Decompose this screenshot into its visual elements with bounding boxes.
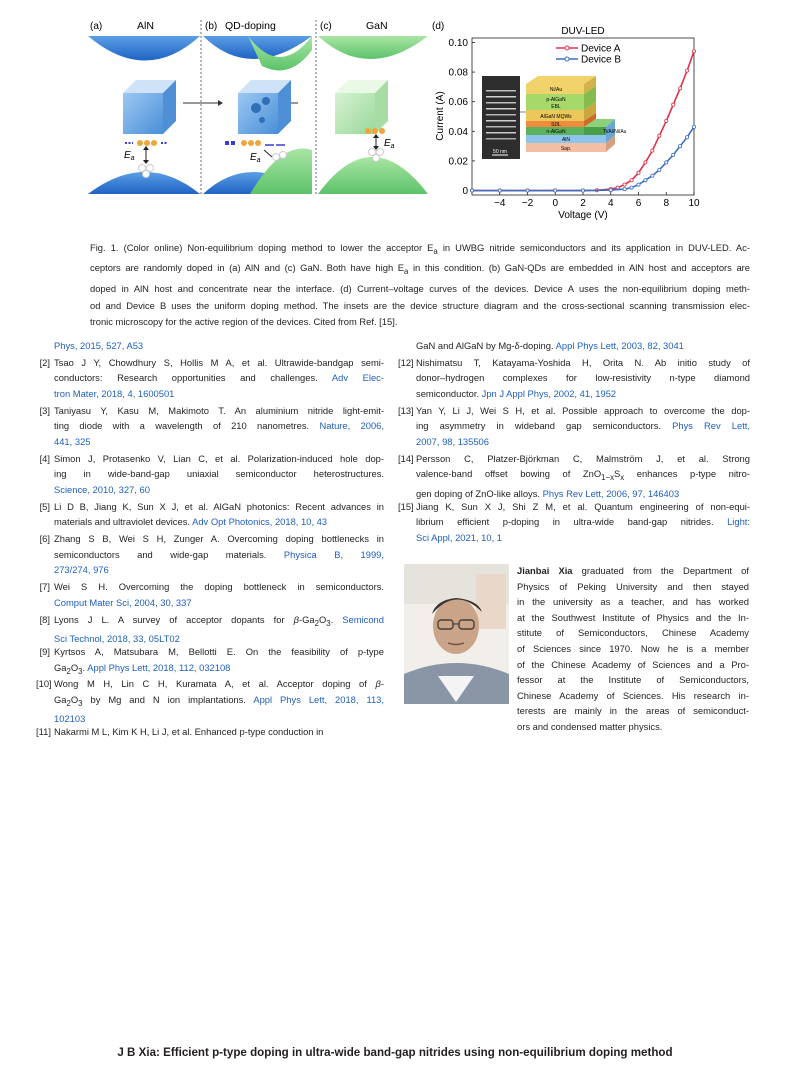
x-tick-label: 2 xyxy=(580,198,586,209)
x-tick-label: 4 xyxy=(607,198,614,209)
panel-a-title: AlN xyxy=(137,20,154,32)
ea-label: $E_a$ xyxy=(250,152,261,164)
author-bio xyxy=(517,563,749,735)
bio-line: stitute of Semiconductors, Chinese Academy xyxy=(517,627,749,639)
reference-number: [15] xyxy=(398,500,414,512)
aln-cube-icon xyxy=(123,80,176,134)
bio-line: of Sciences since 1970. Now he is a member xyxy=(517,642,749,654)
data-point xyxy=(581,189,584,192)
panel-c-label: (c) xyxy=(320,21,332,32)
legend xyxy=(556,44,621,66)
bio-line: fessor at the Institute of Semiconductors, xyxy=(517,674,749,686)
data-point xyxy=(630,186,633,189)
contact-label: Ti/Al/Ni/Au xyxy=(603,129,627,135)
x-tick-label: −4 xyxy=(494,198,506,209)
data-point xyxy=(665,161,668,164)
data-point xyxy=(665,119,668,122)
x-tick-label: 10 xyxy=(688,198,700,209)
reference-number: [12] xyxy=(398,356,414,368)
data-point xyxy=(526,189,529,192)
caption-line: Fig. 1. (Color online) Non-equilibrium doping method to lower the acceptor $E_a$ in UWBG nitride semiconductors and its application in DUV-LED. Ac- xyxy=(90,242,750,256)
reference-text: Yan Y, Li J, Wei S H, et al. Possible approach to overcome the dop- ing asymmetry in wideband gap semiconductors. Phys Rev Lett, 2007, 98, 135506 xyxy=(416,404,751,447)
reference-number: [9] xyxy=(39,646,50,657)
panel-d-label: (d) xyxy=(432,21,445,32)
x-tick-label: −2 xyxy=(521,198,534,209)
data-point xyxy=(672,103,675,106)
panel-b-label: (b) xyxy=(205,21,218,32)
x-tick-label: 8 xyxy=(663,198,670,209)
caption-line: od and Device B uses the uniform doping method. The insets are the device structure diagram and the cross-sectional scanning transmission elec- xyxy=(90,299,750,311)
y-tick-label: 0.08 xyxy=(448,67,468,79)
legend-label-device-a: Device A xyxy=(581,43,621,55)
data-point xyxy=(679,87,682,90)
data-point xyxy=(609,189,612,192)
qd-cube-icon xyxy=(238,80,291,134)
data-point xyxy=(672,153,675,156)
data-point xyxy=(658,168,661,171)
reference-number: [14] xyxy=(398,452,414,464)
data-point xyxy=(554,189,557,192)
acceptor-levels xyxy=(365,128,385,162)
data-point xyxy=(644,179,647,182)
bio-line: in the university as a teacher, and has worked xyxy=(517,596,749,608)
data-point xyxy=(685,136,688,139)
data-point xyxy=(692,125,695,128)
panel-a-band-diagram xyxy=(88,36,200,194)
x-tick-label: 6 xyxy=(635,198,642,209)
reference-number: [13] xyxy=(398,404,414,416)
reference-text: Jiang K, Sun X J, Shi Z M, et al. Quantum engineering of non-equi- librium efficient p-doping in ultra-wide band-gap nitrides. Light: Sci Appl, 2021, 10, 1 xyxy=(416,500,750,543)
reference-text: Taniyasu Y, Kasu M, Makimoto T. An aluminium nitride light-emit- ting diode with a wavelength of 210 nanometres. Nature, 2006, 441, 325 xyxy=(54,404,385,447)
data-point xyxy=(498,189,501,192)
bio-line: terests are mainly in the areas of semiconduct- xyxy=(517,705,749,717)
data-point xyxy=(679,145,682,148)
scale-bar-label: 50 nm xyxy=(493,149,507,155)
reference-number: [7] xyxy=(39,581,50,593)
conduction-band xyxy=(318,36,428,59)
bio-line: Chinese Academy of Sciences. His research in- xyxy=(517,689,749,701)
bio-line: Physics of Peking University and then stayed xyxy=(517,580,749,592)
layer-label: EBL xyxy=(551,104,561,110)
reference-text: Li D B, Jiang K, Sun X J, et al. AlGaN photonics: Recent advances in materials and ultraviolet devices. Adv Opt Photonics, 2018, 10, 43 xyxy=(54,500,384,528)
layer-label: AlGaN MQWs xyxy=(540,114,572,120)
bio-line: Jianbai Xia graduated from the Department of xyxy=(517,565,749,576)
reference-number: [6] xyxy=(39,533,50,545)
reference-text: GaN and AlGaN by Mg-δ-doping. Appl Phys Lett, 2003, 82, 3041 xyxy=(416,340,684,351)
data-point xyxy=(637,171,640,174)
panel-b-band-diagram xyxy=(203,36,312,194)
y-tick-label: 0.04 xyxy=(448,126,468,138)
layer-label: Sap. xyxy=(560,146,572,152)
references-left-column xyxy=(36,338,385,758)
reference-text: Phys, 2015, 527, A53 xyxy=(54,340,144,351)
figure-1 xyxy=(0,0,790,232)
layer-label: AlN xyxy=(561,137,571,143)
data-point xyxy=(644,161,647,164)
references-right-column xyxy=(398,338,751,543)
running-footer: J B Xia: Efficient p-type doping in ultra-wide band-gap nitrides using non-equilibrium doping method xyxy=(117,1046,673,1059)
reference-text: Zhang S B, Wei S H, Zunger A. Overcoming doping bottlenecks in semiconductors and wide-gap materials. Physica B, 1999, 273/274, 976 xyxy=(54,533,384,576)
data-point xyxy=(651,149,654,152)
data-point xyxy=(658,134,661,137)
valence-band xyxy=(318,157,428,194)
data-point xyxy=(637,183,640,186)
data-point xyxy=(685,69,688,72)
bio-line: of the Chinese Academy of Sciences and a Pro- xyxy=(517,658,749,670)
reference-number: [5] xyxy=(39,500,50,512)
reference-text: Kyrtsos A, Matsubara M, Bellotti E. On the feasibility of p-type $Ga_2O_3$. Appl Phys Lett, 2018, 112, 032108 xyxy=(54,646,384,676)
ea-label: $E_a$ xyxy=(124,150,135,162)
author-photo xyxy=(404,564,509,704)
reference-number: [4] xyxy=(39,452,50,464)
panel-c-band-diagram xyxy=(318,36,428,194)
y-tick-label: 0.02 xyxy=(448,156,468,168)
stem-image xyxy=(482,76,520,159)
reference-text: Persson C, Platzer-Björkman C, Malmström J, et al. Strong valence-band offset bowing of $ZnO_{1-x}S_x$ enhances p-type nitro- gen doping of ZnO-like alloys. Phys Rev Lett, 2006, 97, 146403 xyxy=(416,452,750,499)
y-tick-label: 0 xyxy=(462,186,468,198)
data-point xyxy=(651,174,654,177)
reference-text: Lyons J L. A survey of acceptor dopants for $\beta-Ga_2O_3$. Semicond Sci Technol, 2018, 33, 05LT02 xyxy=(54,613,384,645)
reference-number: [11] xyxy=(36,726,51,738)
reference-text: Nishimatsu T, Katayama-Yoshida H, Orita N. Ab initio study of donor–hydrogen complexes for low-resistivity n-type diamond semiconductor. Jpn J Appl Phys, 2002, 41, 1952 xyxy=(416,356,750,399)
ea-label: $E_a$ xyxy=(384,138,395,150)
reference-text: Simon J, Protasenko V, Lian C, et al. Polarization-induced hole dop- ing in wide-band-gap uniaxial semiconductor heterostructures. Science, 2010, 327, 60 xyxy=(54,452,384,495)
x-axis-label: Voltage (V) xyxy=(558,210,608,221)
layer-label: SDL xyxy=(551,122,561,128)
reference-text: Wong M H, Lin C H, Kuramata A, et al. Acceptor doping of β- $Ga_2O_3$ by Mg and N ion implantations. Appl Phys Lett, 2018, 113, 102103 xyxy=(54,678,384,725)
panel-b-title: QD-doping xyxy=(225,20,276,32)
panel-c-title: GaN xyxy=(366,20,388,32)
gan-cube-icon xyxy=(335,80,388,134)
y-tick-label: 0.06 xyxy=(448,97,468,109)
chart-title: DUV-LED xyxy=(561,26,605,37)
reference-number: [8] xyxy=(39,613,50,625)
reference-number: [10] xyxy=(36,678,52,690)
caption-line: tronic microscopy for the active region of the devices. Cited from Ref. [15]. xyxy=(90,316,398,328)
reference-text: Wei S H. Overcoming the doping bottleneck in semiconductors. Comput Mater Sci, 2004, 30, 337 xyxy=(54,581,384,608)
panel-a-label: (a) xyxy=(90,21,103,32)
reference-text: Tsao J Y, Chowdhury S, Hollis M A, et al. Ultrawide-bandgap semi- conductors: Research opportunities and challenges. Adv Elec- tron Mater, 2018, 4, 1600501 xyxy=(54,356,384,399)
data-point xyxy=(692,50,695,53)
data-point xyxy=(623,187,626,190)
y-tick-label: 0.10 xyxy=(448,37,468,49)
caption-line: ceptors are randomly doped in (a) AlN and (c) GaN. Both have high $E_a$ in this condition. (b) GaN-QDs are embedded in AlN host and acceptors are xyxy=(90,262,750,277)
iv-chart xyxy=(435,26,700,221)
reference-number: [2] xyxy=(39,356,50,368)
device-structure-inset xyxy=(482,76,627,159)
x-tick-label: 0 xyxy=(552,198,559,209)
data-point xyxy=(630,179,633,182)
figure-caption xyxy=(90,240,750,331)
reference-number: [3] xyxy=(39,404,50,416)
legend-label-device-b: Device B xyxy=(581,54,622,66)
data-point xyxy=(470,189,473,192)
bio-line: ors and condensed matter physics. xyxy=(517,720,663,732)
layer-label: n-AlGaN xyxy=(546,129,566,135)
caption-line: doped in AlN host and concentrate near the interface. (d) Current–voltage curves of the devices. Device A uses the non-equilibrium doping meth- xyxy=(90,282,750,294)
bio-line: at the Southwest Institute of Physics and the In- xyxy=(517,611,749,623)
layer-label: Ni/Au xyxy=(549,87,563,93)
data-point xyxy=(616,186,619,189)
arrow-icon xyxy=(183,100,223,106)
reference-text: Nakarmi M L, Kim K H, Li J, et al. Enhanced p-type conduction in xyxy=(54,726,324,738)
y-axis-label: Current (A) xyxy=(435,91,446,141)
conduction-band xyxy=(88,36,200,61)
data-point xyxy=(623,183,626,186)
layer-label: p-AlGaN xyxy=(546,97,566,103)
